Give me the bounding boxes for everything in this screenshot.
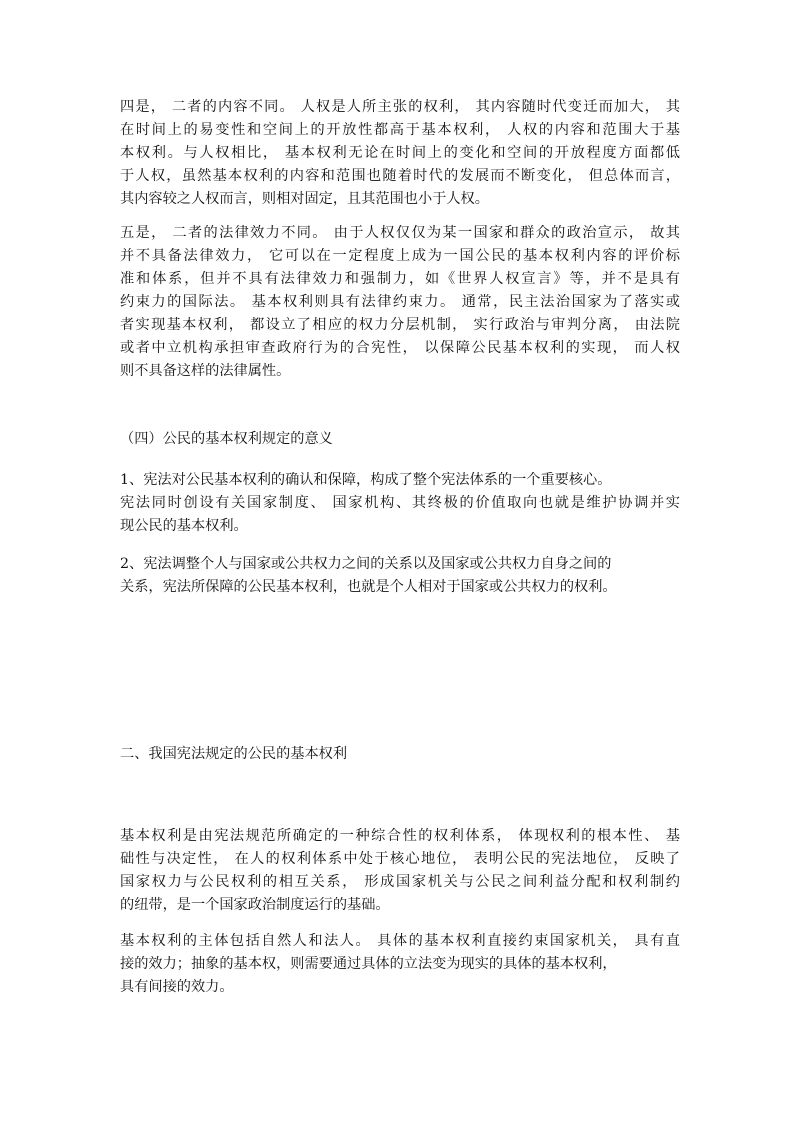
text-line: 四是， 二者的内容不同。 人权是人所主张的权利， 其内容随时代变迁而加大， 其: [120, 99, 680, 115]
text-line: 基本权利的主体包括自然人和法人。 具体的基本权利直接约束国家机关， 具有直: [120, 933, 680, 949]
text-line: 本权利。与人权相比， 基本权利无论在时间上的变化和空间的开放程度方面都低: [120, 145, 680, 161]
text-line: 宪法同时创设有关国家制度、 国家机构、其终极的价值取向也就是维护协调并实: [120, 495, 680, 511]
text-line: 则不具备这样的法律属性。: [120, 363, 291, 379]
text-line: 或者中立机构承担审查政府行为的合宪性， 以保障公民基本权利的实现， 而人权: [120, 340, 680, 356]
paragraph-basic-rights-subjects: [120, 930, 680, 999]
text-line: 基本权利是由宪法规范所确定的一种综合性的权利体系， 体现权利的根本性、 基: [120, 828, 680, 844]
heading-text: 二、我国宪法规定的公民的基本权利: [120, 746, 348, 762]
section-four-heading: [120, 428, 680, 451]
heading-text: （四）公民的基本权利规定的意义: [120, 431, 333, 447]
text-line: 五是， 二者的法律效力不同。 由于人权仅仅为某一国家和群众的政治宣示， 故其: [120, 225, 680, 241]
text-line: 约束力的国际法。 基本权利则具有法律约束力。 通常，民主法治国家为了落实或: [120, 294, 680, 310]
text-line: 于人权，虽然基本权利的内容和范围也随着时代的发展而不断变化， 但总体而言，: [120, 168, 680, 184]
text-line: 者实现基本权利， 都设立了相应的权力分层机制， 实行政治与审判分离， 由法院: [120, 317, 680, 333]
paragraph-fourth-content: [120, 96, 680, 211]
text-line: 接的效力；抽象的基本权，则需要通过具体的立法变为现实的具体的基本权利，: [120, 956, 617, 972]
text-line: 的纽带，是一个国家政治制度运行的基础。: [120, 897, 390, 913]
text-line: 1、宪法对公民基本权利的确认和保障，构成了整个宪法体系的一个重要核心。: [120, 472, 612, 488]
text-line: 在时间上的易变性和空间上的开放性都高于基本权利， 人权的内容和范围大于基: [120, 122, 680, 138]
text-line: 础性与决定性， 在人的权利体系中处于核心地位， 表明公民的宪法地位， 反映了: [120, 851, 680, 867]
text-line: 2、宪法调整个人与国家或公共权力之间的关系以及国家或公共权力自身之间的: [120, 556, 612, 572]
paragraph-basic-rights-definition: [120, 825, 680, 917]
paragraph-fifth-legal-effect: [120, 222, 680, 383]
chapter-two-heading: [120, 743, 680, 766]
text-line: 并不具备法律效力， 它可以在一定程度上成为一国公民的基本权利内容的评价标: [120, 248, 680, 264]
text-line: 准和体系，但并不具有法律效力和强制力，如《世界人权宣言》等，并不是具有: [120, 271, 680, 287]
text-line: 关系，宪法所保障的公民基本权利，也就是个人相对于国家或公共权力的权利。: [120, 579, 617, 595]
text-line: 国家权力与公民权利的相互关系， 形成国家机关与公民之间利益分配和权利制约: [120, 874, 680, 890]
paragraph-point-2: [120, 553, 680, 599]
text-line: 具有间接的效力。: [120, 979, 234, 995]
text-line: 现公民的基本权利。: [120, 518, 248, 534]
text-line: 其内容较之人权而言，则相对固定，且其范围也小于人权。: [120, 191, 489, 207]
paragraph-point-1: [120, 469, 680, 538]
